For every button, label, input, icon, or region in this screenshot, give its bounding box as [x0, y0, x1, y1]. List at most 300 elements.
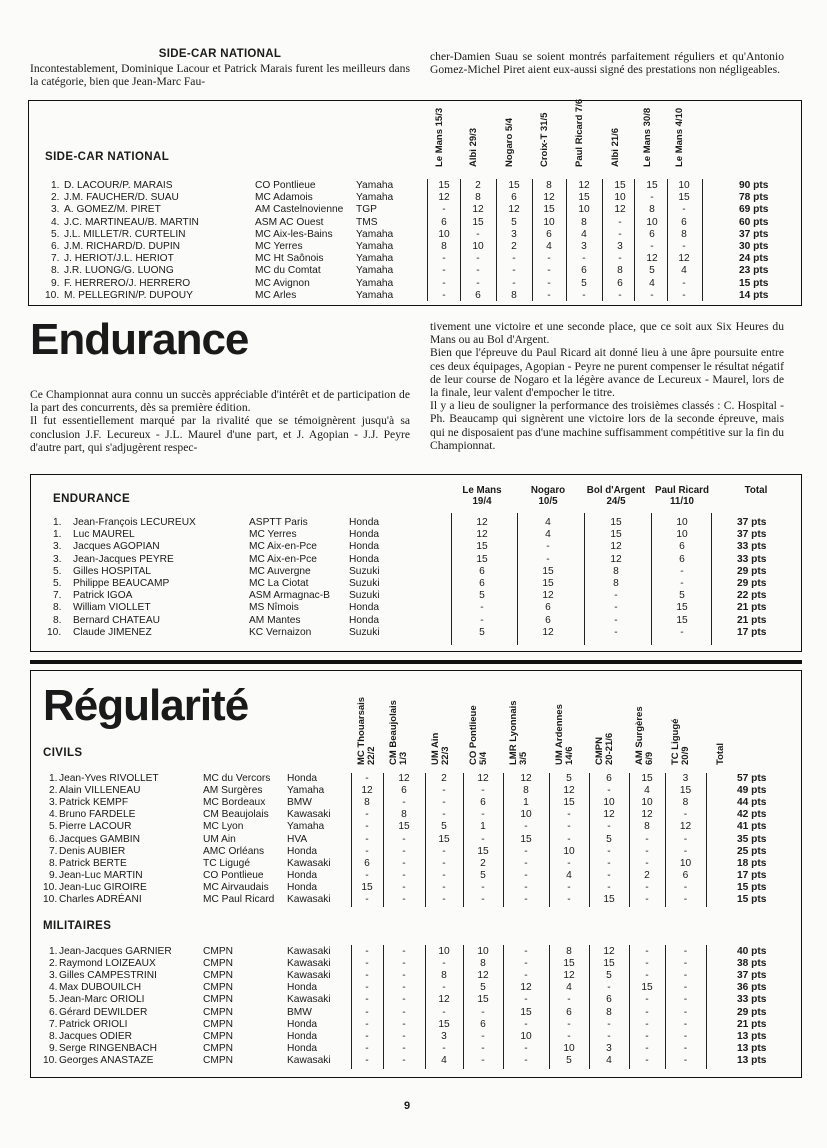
endurance-club: MC Yerres	[249, 529, 297, 541]
civils-score: -	[481, 809, 485, 821]
endurance-column-date: 24/5	[606, 496, 626, 507]
sidecar-score: 10	[678, 180, 690, 191]
militaires-score: -	[683, 958, 688, 970]
militaires-name: Georges ANASTAZE	[59, 1054, 154, 1066]
civils-score: 4	[566, 869, 572, 881]
endurance-score: -	[614, 602, 618, 614]
civils-score: -	[524, 894, 528, 905]
regularite-column-header-name: UM Ardennes	[554, 704, 565, 765]
civils-score: 10	[520, 809, 532, 821]
civils-name: Patrick KEMPF	[59, 797, 129, 809]
militaires-club: CMPN	[203, 982, 233, 994]
regularite-column-header-date: 20-21/6	[604, 732, 615, 765]
militaires-score: -	[402, 1042, 406, 1054]
militaires-rank: 10.	[43, 1054, 58, 1066]
militaires-score: -	[645, 970, 649, 982]
civils-score: 2	[644, 869, 650, 881]
endurance-total: 29 pts	[737, 578, 767, 589]
regularite-column-header-date: 6/9	[644, 751, 655, 765]
civils-score: -	[567, 821, 571, 833]
militaires-score: -	[365, 1042, 369, 1054]
civils-score: -	[607, 785, 611, 797]
militaires-score: -	[402, 970, 406, 982]
militaires-score: 15	[520, 1006, 532, 1018]
sidecar-club: AM Castelnovienne	[255, 204, 344, 216]
militaires-rank: 5.	[49, 994, 58, 1006]
regularite-column-header-name: UM Ain	[430, 732, 441, 765]
militaires-score: -	[607, 1030, 611, 1042]
sidecar-score: -	[682, 289, 686, 301]
endurance-name: Jean-Jacques PEYRE	[73, 553, 174, 565]
regularite-column-header	[555, 704, 575, 765]
militaires-score: -	[683, 1006, 688, 1018]
civils-score: 12	[520, 773, 532, 784]
civils-score: -	[442, 894, 446, 905]
endurance-table	[30, 474, 802, 652]
regularite-column-header-name: CMPN	[594, 737, 605, 765]
endurance-bike: Suzuki	[349, 578, 380, 589]
sidecar-score: -	[582, 253, 586, 265]
endurance-score: -	[614, 590, 618, 602]
militaires-bike: Honda	[287, 1042, 318, 1054]
civils-total: 42 pts	[737, 809, 767, 821]
sidecar-vline	[532, 179, 533, 301]
regularite-column-header-date: 1/3	[398, 751, 409, 765]
militaires-total: 37 pts	[737, 970, 767, 982]
sidecar-total: 37 pts	[739, 228, 769, 240]
sidecar-rank: 6.	[51, 241, 60, 252]
regularite-column-header-name: LMR Lyonnais	[508, 700, 519, 765]
endurance-name: Luc MAUREL	[73, 529, 135, 541]
civils-score: 8	[644, 821, 650, 833]
regularite-column-header-name: AM Surgères	[634, 706, 645, 765]
sidecar-table	[28, 100, 802, 306]
endurance-score: 6	[679, 553, 685, 565]
sidecar-rank: 7.	[51, 253, 60, 265]
regularite-column-header-date: 22/3	[440, 746, 451, 765]
sidecar-score: -	[682, 241, 686, 252]
sidecar-score: -	[650, 192, 654, 204]
sidecar-club: MC Ht Saônois	[255, 253, 324, 265]
endurance-name: Bernard CHATEAU	[73, 614, 160, 626]
civils-bike: Kawasaki	[287, 857, 331, 869]
civils-score: -	[645, 881, 649, 893]
regularite-vline	[706, 945, 707, 1069]
militaires-name: Patrick ORIOLI	[59, 1018, 128, 1030]
endurance-score: 12	[542, 626, 554, 638]
civils-club: MC Lyon	[203, 821, 244, 833]
sidecar-score: -	[442, 204, 446, 216]
sidecar-column-header: Croix-T 31/5	[539, 112, 550, 167]
civils-score: 6	[401, 785, 407, 797]
endurance-total: 17 pts	[737, 626, 767, 638]
sidecar-score: 8	[581, 216, 587, 228]
militaires-bike: BMW	[287, 1006, 312, 1018]
sidecar-score: -	[618, 216, 622, 228]
civils-score: 2	[480, 857, 486, 869]
endurance-score: 15	[476, 541, 488, 553]
civils-score: 15	[563, 797, 575, 809]
endurance-score: 5	[479, 590, 485, 602]
endurance-paragraph: Il y a lieu de souligner la performance des troisièmes classés : C. Hospital - Ph. Beaucamp qui signèrent une victoire lors de la seconde épreuve, mais qui ne disposaient pas d'une machine suffisamment compétitive sur la fin du Championnat.	[430, 399, 784, 452]
regularite-column-header	[431, 733, 451, 765]
militaires-bike: Kawasaki	[287, 1054, 331, 1066]
sidecar-score: 5	[649, 265, 655, 277]
civils-score: -	[481, 833, 485, 845]
civils-rank: 5.	[49, 821, 58, 833]
endurance-bike: Suzuki	[349, 590, 380, 602]
civils-score: -	[442, 809, 446, 821]
regularite-column-header	[671, 719, 691, 765]
sidecar-score: 8	[511, 289, 517, 301]
militaires-score: -	[402, 1054, 406, 1066]
civils-score: 15	[520, 833, 532, 845]
sidecar-column-header: Le Mans 30/8	[642, 107, 653, 167]
sidecar-score: -	[618, 228, 622, 240]
militaires-score: 8	[480, 958, 486, 970]
militaires-score: -	[645, 1018, 649, 1030]
militaires-score: 12	[438, 994, 450, 1006]
endurance-total: 21 pts	[737, 602, 767, 614]
sidecar-score: 10	[578, 204, 590, 216]
endurance-score: 6	[479, 578, 485, 589]
militaires-score: -	[402, 1018, 406, 1030]
sidecar-bike: Yamaha	[356, 289, 394, 301]
sidecar-score: -	[582, 289, 586, 301]
endurance-name: Claude JIMENEZ	[73, 626, 152, 638]
civils-bike: Yamaha	[287, 821, 325, 833]
regularite-column-header-date: 5/4	[478, 751, 489, 765]
militaires-score: 3	[606, 1042, 612, 1054]
sidecar-bike: Yamaha	[356, 253, 394, 265]
endurance-column-date: 10/5	[538, 496, 558, 507]
civils-score: 1	[480, 821, 486, 833]
civils-total: 17 pts	[737, 869, 767, 881]
endurance-rank: 3.	[53, 553, 62, 565]
civils-score: 12	[679, 821, 692, 833]
civils-score: -	[607, 857, 611, 869]
militaires-score: -	[365, 946, 369, 957]
sidecar-score: 12	[508, 204, 520, 216]
endurance-score: -	[546, 541, 550, 553]
sidecar-bike: Yamaha	[356, 241, 394, 252]
militaires-score: -	[481, 1030, 485, 1042]
sidecar-score: 8	[475, 192, 481, 204]
sidecar-score: 12	[543, 192, 555, 204]
civils-score: -	[607, 869, 611, 881]
sidecar-score: 4	[649, 277, 655, 289]
endurance-score: -	[480, 602, 484, 614]
civils-club: AMC Orléans	[203, 845, 265, 857]
endurance-score: -	[614, 626, 618, 638]
civils-score: 12	[563, 785, 575, 797]
civils-score: -	[442, 845, 446, 857]
endurance-name: Gilles HOSPITAL	[73, 565, 151, 577]
militaires-total: 40 pts	[737, 946, 767, 957]
civils-score: -	[524, 881, 528, 893]
militaires-score: -	[481, 1042, 485, 1054]
endurance-total: 37 pts	[737, 529, 767, 541]
sidecar-rank: 10.	[45, 289, 60, 301]
civils-bike: Kawasaki	[287, 894, 331, 905]
civils-total: 15 pts	[737, 894, 767, 905]
endurance-bike: Honda	[349, 602, 380, 614]
endurance-rank: 8.	[53, 614, 62, 626]
civils-total: 49 pts	[737, 785, 767, 797]
militaires-rank: 1.	[49, 946, 58, 957]
militaires-score: -	[402, 994, 406, 1006]
militaires-score: -	[442, 1042, 446, 1054]
sidecar-score: 15	[646, 180, 658, 191]
militaires-bike: Honda	[287, 982, 318, 994]
sidecar-score: 6	[581, 265, 587, 277]
sidecar-score: 6	[681, 216, 687, 228]
sidecar-score: 10	[614, 192, 626, 204]
civils-score: -	[365, 833, 369, 845]
sidecar-score: 5	[581, 277, 587, 289]
sidecar-total: 24 pts	[739, 253, 769, 265]
civils-score: -	[442, 797, 446, 809]
regularite-column-header	[509, 700, 529, 765]
regularite-column-header: Total	[715, 743, 726, 765]
militaires-score: -	[683, 1018, 688, 1030]
sidecar-vline	[667, 179, 668, 301]
civils-score: -	[524, 857, 528, 869]
civils-club: MC Airvaudais	[203, 881, 269, 893]
endurance-club: MC Aix-en-Pce	[249, 541, 317, 553]
endurance-name: Jacques AGOPIAN	[73, 541, 160, 553]
civils-score: 10	[641, 797, 653, 809]
militaires-score: 4	[566, 982, 572, 994]
militaires-score: 6	[566, 1006, 572, 1018]
sidecar-name: J.L. MILLET/R. CURTELIN	[64, 228, 186, 240]
endurance-club: ASPTT Paris	[249, 517, 308, 528]
militaires-bike: Kawasaki	[287, 958, 331, 970]
sidecar-name: J.C. MARTINEAU/B. MARTIN	[64, 216, 199, 228]
regularite-top-rule	[30, 660, 802, 664]
militaires-score: -	[365, 970, 369, 982]
civils-score: 15	[438, 833, 450, 845]
civils-score: -	[567, 894, 571, 905]
civils-score: 10	[603, 797, 615, 809]
militaires-score: -	[524, 1054, 528, 1066]
civils-score: -	[607, 845, 611, 857]
endurance-club: ASM Armagnac-B	[249, 590, 330, 602]
endurance-heading: Endurance	[30, 315, 249, 364]
civils-club: MC du Vercors	[203, 773, 271, 784]
militaires-bike: Honda	[287, 1018, 318, 1030]
sidecar-score: 8	[617, 265, 623, 277]
militaires-score: -	[365, 1030, 369, 1042]
sidecar-score: 12	[646, 253, 658, 265]
regularite-column-header-name: TC Ligugé	[670, 718, 681, 765]
regularite-column-header	[357, 697, 377, 765]
sidecar-vline	[602, 179, 603, 301]
endurance-bike: Honda	[349, 553, 380, 565]
civils-score: -	[365, 894, 369, 905]
civils-score: 1	[523, 797, 529, 809]
civils-name: Patrick BERTE	[59, 857, 127, 869]
sidecar-score: -	[682, 204, 686, 216]
civils-score: 4	[644, 785, 650, 797]
militaires-score: 4	[606, 1054, 612, 1066]
militaires-score: -	[645, 1030, 649, 1042]
sidecar-score: 15	[472, 216, 484, 228]
endurance-paragraph: Il fut essentiellement marqué par la rivalité que se témoignèrent jusqu'à sa conclusion J.F. Lecureux - J.L. Maurel d'une part, et J. Agopian - J.J. Peyre d'autre part, qui s'adjugèrent respec-	[30, 414, 410, 454]
sidecar-score: -	[476, 277, 480, 289]
sidecar-bike: Yamaha	[356, 192, 394, 204]
sidecar-score: 6	[649, 228, 655, 240]
endurance-score: 5	[479, 626, 485, 638]
civils-score: 15	[477, 845, 489, 857]
sidecar-score: 15	[678, 192, 690, 204]
civils-score: 6	[606, 773, 612, 784]
endurance-rank: 3.	[53, 541, 62, 553]
civils-name: Alain VILLENEAU	[59, 785, 141, 797]
sidecar-vline	[566, 179, 567, 301]
civils-score: 10	[563, 845, 575, 857]
sidecar-total: 90 pts	[739, 180, 769, 191]
civils-score: -	[365, 821, 369, 833]
militaires-score: -	[365, 1054, 369, 1066]
militaires-score: -	[481, 1054, 485, 1066]
endurance-score: 15	[542, 578, 554, 589]
militaires-score: -	[442, 1006, 446, 1018]
sidecar-score: -	[442, 253, 446, 265]
civils-rank: 7.	[49, 845, 58, 857]
militaires-score: 15	[641, 982, 653, 994]
endurance-score: 12	[610, 541, 622, 553]
sidecar-score: -	[618, 253, 622, 265]
sidecar-score: 12	[678, 253, 690, 265]
civils-total: 44 pts	[737, 797, 767, 809]
sidecar-club: MC Adamois	[255, 192, 313, 204]
sidecar-name: J.M. RICHARD/D. DUPIN	[64, 241, 181, 252]
endurance-rank: 5.	[53, 578, 62, 589]
civils-total: 25 pts	[737, 845, 767, 857]
militaires-score: -	[402, 958, 406, 970]
endurance-score: 6	[545, 614, 551, 626]
militaires-score: -	[524, 970, 528, 982]
militaires-bike: Kawasaki	[287, 994, 331, 1006]
militaires-score: 4	[441, 1054, 447, 1066]
endurance-score: 12	[610, 553, 622, 565]
sidecar-name: M. PELLEGRIN/P. DUPOUY	[64, 289, 193, 301]
civils-score: -	[683, 809, 688, 821]
militaires-score: -	[567, 994, 571, 1006]
sidecar-column-header: Nogaro 5/4	[504, 117, 515, 167]
militaires-score: -	[442, 982, 446, 994]
militaires-club: CMPN	[203, 1030, 233, 1042]
civils-total: 57 pts	[737, 773, 767, 784]
civils-score: 6	[364, 857, 370, 869]
civils-score: 6	[682, 869, 689, 881]
sidecar-intro-right: cher-Damien Suau se soient montrés parfaitement réguliers et qu'Antonio Gomez-Michel Piret aient eux-aussi signé des prestations non négligeables.	[430, 50, 784, 77]
militaires-total: 29 pts	[737, 1006, 767, 1018]
endurance-total: 29 pts	[737, 565, 767, 577]
civils-name: Jacques GAMBIN	[59, 833, 140, 845]
militaires-score: -	[524, 958, 528, 970]
endurance-score: -	[680, 626, 684, 638]
civils-rank: 2.	[49, 785, 58, 797]
sidecar-score: 8	[546, 180, 552, 191]
sidecar-total: 60 pts	[739, 216, 769, 228]
sidecar-score: 2	[511, 241, 517, 252]
militaires-club: CMPN	[203, 1018, 233, 1030]
endurance-name: William VIOLLET	[73, 602, 151, 614]
civils-bike: Yamaha	[287, 785, 325, 797]
endurance-name: Patrick IGOA	[73, 590, 133, 602]
civils-score: 15	[641, 773, 653, 784]
endurance-rank: 10.	[47, 626, 62, 638]
sidecar-rank: 2.	[51, 192, 60, 204]
civils-name: Pierre LACOUR	[59, 821, 132, 833]
sidecar-name: J. HERIOT/J.L. HERIOT	[64, 253, 174, 265]
militaires-score: -	[524, 994, 528, 1006]
endurance-score: 12	[476, 517, 488, 528]
civils-rank: 6.	[49, 833, 58, 845]
militaires-score: -	[567, 1018, 571, 1030]
civils-score: -	[442, 881, 446, 893]
sidecar-score: 15	[578, 192, 590, 204]
sidecar-score: 8	[649, 204, 655, 216]
regularite-column-header-date: 22/2	[366, 746, 377, 765]
endurance-total: 21 pts	[737, 614, 767, 626]
civils-score: -	[683, 881, 688, 893]
sidecar-rank: 1.	[51, 180, 60, 191]
civils-club: MC Bordeaux	[203, 797, 266, 809]
sidecar-name: F. HERRERO/J. HERRERO	[64, 277, 191, 289]
civils-total: 35 pts	[737, 833, 767, 845]
militaires-rank: 8.	[49, 1030, 58, 1042]
militaires-score: -	[524, 1042, 528, 1054]
sidecar-club: ASM AC Ouest	[255, 216, 324, 228]
militaires-score: -	[683, 1030, 688, 1042]
sidecar-name: A. GOMEZ/M. PIRET	[64, 204, 161, 216]
endurance-bike: Suzuki	[349, 565, 380, 577]
civils-score: -	[402, 857, 406, 869]
sidecar-score: 6	[475, 289, 481, 301]
sidecar-total: 23 pts	[739, 265, 769, 277]
militaires-score: -	[481, 1006, 485, 1018]
militaires-score: 12	[603, 946, 615, 957]
militaires-score: -	[402, 1006, 406, 1018]
sidecar-score: 12	[614, 204, 626, 216]
militaires-rank: 6.	[49, 1006, 58, 1018]
sidecar-rank: 9.	[51, 277, 60, 289]
regularite-column-header	[635, 706, 655, 765]
militaires-score: -	[442, 958, 446, 970]
endurance-rank: 8.	[53, 602, 62, 614]
sidecar-score: 6	[546, 228, 552, 240]
militaires-score: -	[365, 1006, 369, 1018]
sidecar-score: -	[650, 241, 654, 252]
militaires-score: 12	[563, 970, 575, 982]
civils-bike: Honda	[287, 869, 318, 881]
militaires-score: -	[402, 982, 406, 994]
endurance-bike: Honda	[349, 517, 380, 528]
civils-score: 5	[441, 821, 447, 833]
sidecar-bike: Yamaha	[356, 228, 394, 240]
militaires-score: 8	[566, 946, 572, 957]
civils-score: -	[683, 845, 688, 857]
civils-score: -	[567, 809, 571, 821]
endurance-paragraph: Bien que l'épreuve du Paul Ricard ait donné lieu à une âpre poursuite entre ces deux équipages, Agopian - Peyre ne purent compenser le résultat négatif de leur course de Nogaro et la légère avance de Lecureux - Maurel, lors de la finale, leur valent d'empocher le titre.	[430, 346, 784, 400]
militaires-club: CMPN	[203, 1042, 233, 1054]
militaires-score: -	[645, 1042, 649, 1054]
regularite-column-header	[469, 705, 489, 765]
endurance-score: -	[614, 614, 618, 626]
